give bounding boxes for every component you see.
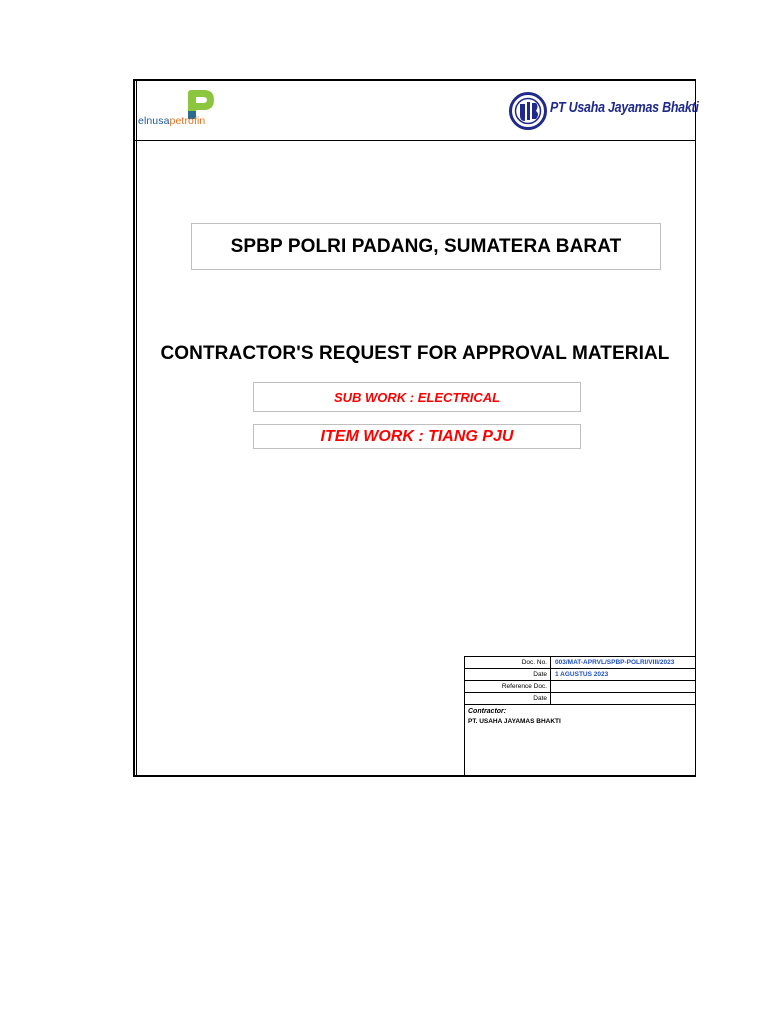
- pt-usaha-jayamas-bhakti-logo: [509, 89, 699, 133]
- document-title: CONTRACTOR'S REQUEST FOR APPROVAL MATERIAL: [160, 343, 670, 364]
- info-value: [555, 693, 695, 704]
- info-row-reference-date: [465, 693, 695, 705]
- info-value: 1 AGUSTUS 2023: [555, 671, 609, 678]
- info-label: Doc. No.: [465, 657, 551, 668]
- info-row-doc-no: [465, 657, 695, 669]
- contractor-name: PT. USAHA JAYAMAS BHAKTI: [468, 718, 561, 725]
- info-label: Reference Doc.: [465, 681, 551, 692]
- item-work-box: [253, 424, 581, 449]
- project-title: SPBP POLRI PADANG, SUMATERA BARAT: [230, 235, 622, 257]
- info-label: Date: [465, 693, 551, 704]
- contractor-label: Contractor:: [468, 708, 507, 715]
- header-band: [135, 81, 699, 141]
- info-label: Date: [465, 669, 551, 680]
- company-name: PT Usaha Jayamas Bhakti: [550, 100, 699, 116]
- document-info-table: [464, 656, 696, 777]
- info-row-date: [465, 669, 695, 681]
- elnusa-petrofin-wordmark: elnusapetrofin: [138, 115, 206, 127]
- pt-usaha-jayamas-bhakti-emblem-icon: [509, 92, 547, 130]
- info-row-reference-doc: [465, 681, 695, 693]
- project-title-box: [191, 223, 661, 270]
- document-frame: [133, 79, 699, 777]
- info-value: 003/MAT-APRVL/SPBP-POLRI/VIII/2023: [555, 659, 675, 666]
- sub-work-box: [253, 382, 581, 412]
- sub-work-label: SUB WORK : ELECTRICAL: [333, 389, 501, 405]
- item-work-label: ITEM WORK : TIANG PJU: [320, 427, 514, 445]
- elnusa-petrofin-logo: [138, 89, 248, 133]
- info-value: [555, 681, 695, 692]
